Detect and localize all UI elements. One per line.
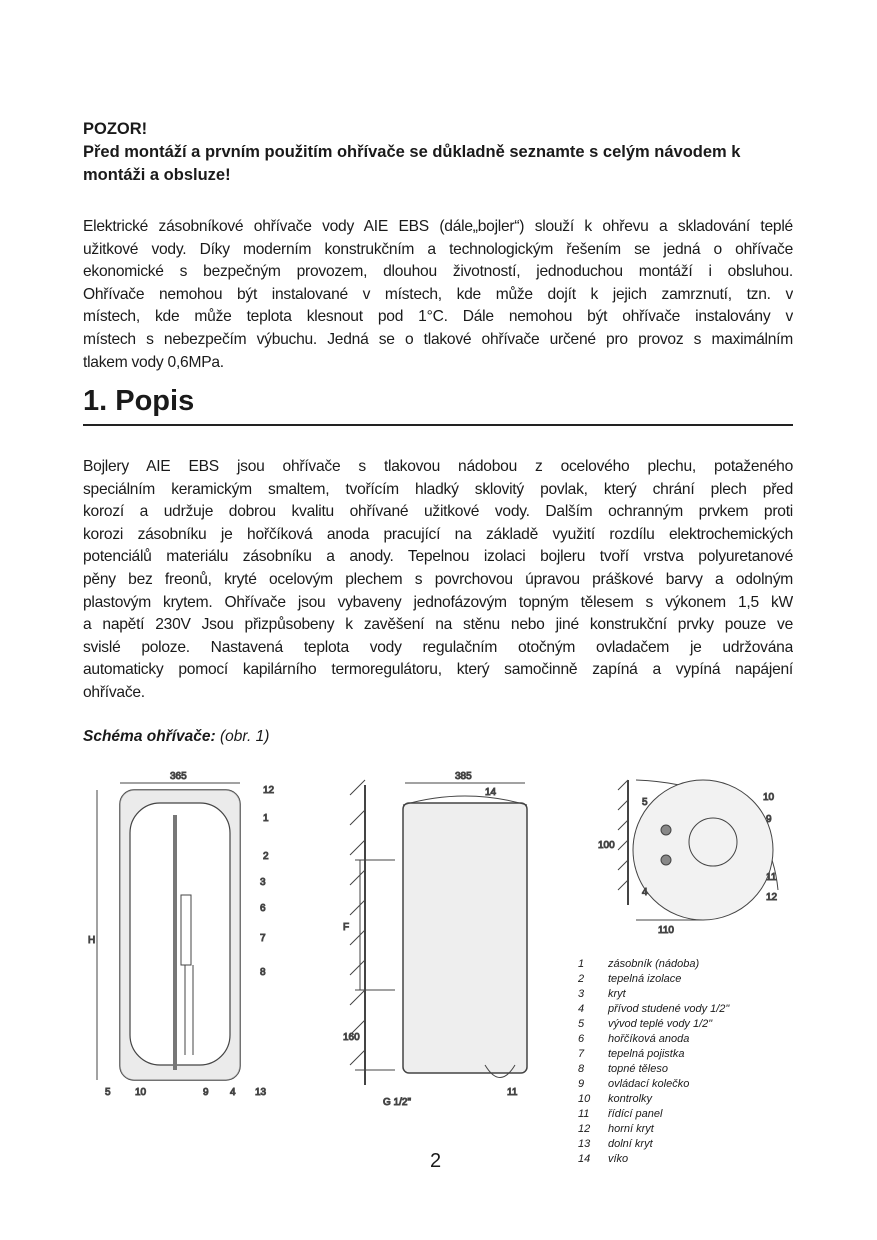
- warning-line: Před montáží a prvním použitím ohřívače se důkladně seznamte s celým návodem k: [83, 143, 741, 161]
- legend-item: [578, 1062, 729, 1077]
- warning-line: montáži a obsluze!: [83, 166, 231, 184]
- text-line: korozí a udržuje dobrou kvalitu ohřívané užitkové vody. Dalším ochranným prvkem proti: [83, 503, 793, 521]
- warning-block: [83, 118, 795, 187]
- legend-item: [578, 1077, 729, 1092]
- dim-pipe: G 1/2": [383, 1097, 412, 1108]
- label: 2: [263, 851, 269, 862]
- diagram-cross-section: [85, 765, 295, 1105]
- legend-text: kryt: [608, 988, 626, 1000]
- schema-caption: [83, 728, 269, 746]
- text-line: Elektrické zásobníkové ohřívače vody AIE EBS (dále„bojler“) slouží k ohřevu a skladování teplé: [83, 218, 793, 235]
- text-line: a napětí 230V Jsou přizpůsobeny k zavěšení na stěnu nebo jiné konstrukční prvky pouze ve: [83, 616, 793, 634]
- dim-width: 365: [170, 771, 187, 782]
- legend-item: [578, 1092, 729, 1107]
- legend-text: ovládací kolečko: [608, 1078, 690, 1090]
- description-paragraph: [83, 456, 793, 705]
- diagram-bottom-view: [578, 770, 788, 940]
- legend-item: [578, 1032, 729, 1047]
- legend-item: [578, 1017, 729, 1032]
- parts-legend: [578, 957, 729, 1167]
- legend-item: [578, 1002, 729, 1017]
- legend-item: [578, 1152, 729, 1167]
- legend-number: 3: [578, 988, 585, 1000]
- legend-item: [578, 1122, 729, 1137]
- label: 1: [263, 813, 269, 824]
- text-line: plastovým krytem. Ohřívače jsou vybaveny jednofázovým topným tělesem s výkonem 1,5 kW: [83, 593, 793, 611]
- legend-item: [578, 987, 729, 1002]
- label: 9: [203, 1087, 209, 1098]
- legend-item: [578, 1047, 729, 1062]
- legend-text: topné těleso: [608, 1063, 668, 1075]
- label: 3: [260, 877, 266, 888]
- legend-text: vývod teplé vody 1/2": [608, 1018, 713, 1030]
- legend-number: 9: [578, 1078, 585, 1090]
- text-line: automaticky pomocí kapilárního termoregulátoru, který samočinně zapíná a vypíná napájení: [83, 661, 793, 679]
- legend-item: [578, 1107, 729, 1122]
- text-line: místech s nebezpečím výbuchu. Jedná se o tlakové ohřívače určené pro provoz s maximálním: [83, 330, 793, 348]
- legend-number: 12: [578, 1123, 591, 1135]
- schema-ref: (obr. 1): [215, 728, 270, 745]
- text-line: ekonomické s bezpečným provozem, dlouhou životností, jednoduchou montáží i obsluhou.: [83, 263, 793, 281]
- text-line: pěny bez freonů, kryté ocelovým plechem s povrchovou úpravou práškové barvy a odolným: [83, 570, 793, 588]
- label: 8: [260, 967, 266, 978]
- label: 7: [260, 933, 266, 944]
- label: 12: [766, 892, 778, 903]
- legend-number: 10: [578, 1093, 591, 1105]
- legend-item: [578, 972, 729, 987]
- label: 13: [255, 1087, 267, 1098]
- legend-text: kontrolky: [608, 1093, 653, 1105]
- legend-number: 7: [578, 1048, 585, 1060]
- label: 11: [766, 872, 777, 883]
- legend-text: tepelná pojistka: [608, 1048, 685, 1060]
- legend-number: 4: [578, 1003, 585, 1015]
- label: 4: [642, 887, 648, 898]
- legend-item: [578, 957, 729, 972]
- legend-number: 6: [578, 1033, 585, 1045]
- heading-rule: [83, 424, 793, 426]
- label: 4: [230, 1087, 236, 1098]
- label: 6: [260, 903, 266, 914]
- dim-110: 110: [658, 925, 674, 936]
- page-number: 2: [430, 1150, 442, 1172]
- section-heading: 1. Popis: [83, 385, 195, 417]
- text-line: užitkové vody. Díky moderním konstrukčním a technologickým řešením se jedná o ohřívače: [83, 240, 793, 258]
- text-line: potenciálů materiálu zásobníku a anody. Tepelnou izolaci bojleru tvoří vrstva polyuretanové: [83, 548, 793, 566]
- legend-number: 14: [578, 1153, 591, 1165]
- label: 12: [263, 785, 275, 796]
- label: 10: [135, 1087, 147, 1098]
- dim-f: F: [343, 922, 350, 933]
- text-line: speciálním keramickým smaltem, tvořícím hladký sklovitý povlak, který chrání plech před: [83, 480, 793, 498]
- label: 9: [766, 814, 772, 825]
- dim-160: 160: [343, 1032, 360, 1043]
- label: 10: [763, 792, 775, 803]
- text-line: ohřívače.: [83, 683, 145, 701]
- legend-text: přívod studené vody 1/2": [608, 1003, 730, 1015]
- legend-text: zásobník (nádoba): [608, 958, 700, 970]
- label: 14: [485, 787, 497, 798]
- text-line: Bojlery AIE EBS jsou ohřívače s tlakovou nádobou z ocelového plechu, potaženého: [83, 458, 793, 475]
- legend-number: 8: [578, 1063, 585, 1075]
- legend-number: 2: [578, 973, 585, 985]
- label: 5: [642, 797, 648, 808]
- label: 5: [105, 1087, 111, 1098]
- text-line: Ohřívače nemohou být instalované v místech, kde může dojít k jejich zamrznutí, tzn. v: [83, 285, 793, 303]
- legend-number: 1: [578, 958, 585, 970]
- text-line: tlakem vody 0,6MPa.: [83, 353, 224, 371]
- legend-item: [578, 1137, 729, 1152]
- dim-100: 100: [598, 840, 615, 851]
- text-line: svislé poloze. Nastavená teplota vody regulačním otočným ovladačem je udržována: [83, 638, 793, 656]
- legend-text: tepelná izolace: [608, 973, 682, 985]
- legend-number: 5: [578, 1018, 585, 1030]
- warning-title: POZOR!: [83, 120, 148, 138]
- legend-text: hořčíková anoda: [608, 1033, 690, 1045]
- text-line: místech, kde může teplota klesnout pod 1°C. Dále nemohou být ohřívače instalovány v: [83, 308, 793, 326]
- legend-text: řídící panel: [608, 1108, 663, 1120]
- dim-width: 385: [455, 771, 472, 782]
- legend-number: 11: [578, 1108, 590, 1120]
- legend-text: horní kryt: [608, 1123, 654, 1135]
- label: 11: [507, 1087, 518, 1098]
- legend-number: 13: [578, 1138, 591, 1150]
- legend-text: víko: [608, 1153, 629, 1165]
- intro-paragraph: [83, 216, 793, 374]
- dim-height: H: [88, 935, 96, 946]
- text-line: korozi zásobníku je hořčíková anoda pracující na základě využití rozdílu elektrochemických: [83, 525, 793, 543]
- diagram-side-view: [335, 765, 540, 1110]
- schema-title: Schéma ohřívače:: [83, 728, 216, 745]
- legend-text: dolní kryt: [608, 1138, 653, 1150]
